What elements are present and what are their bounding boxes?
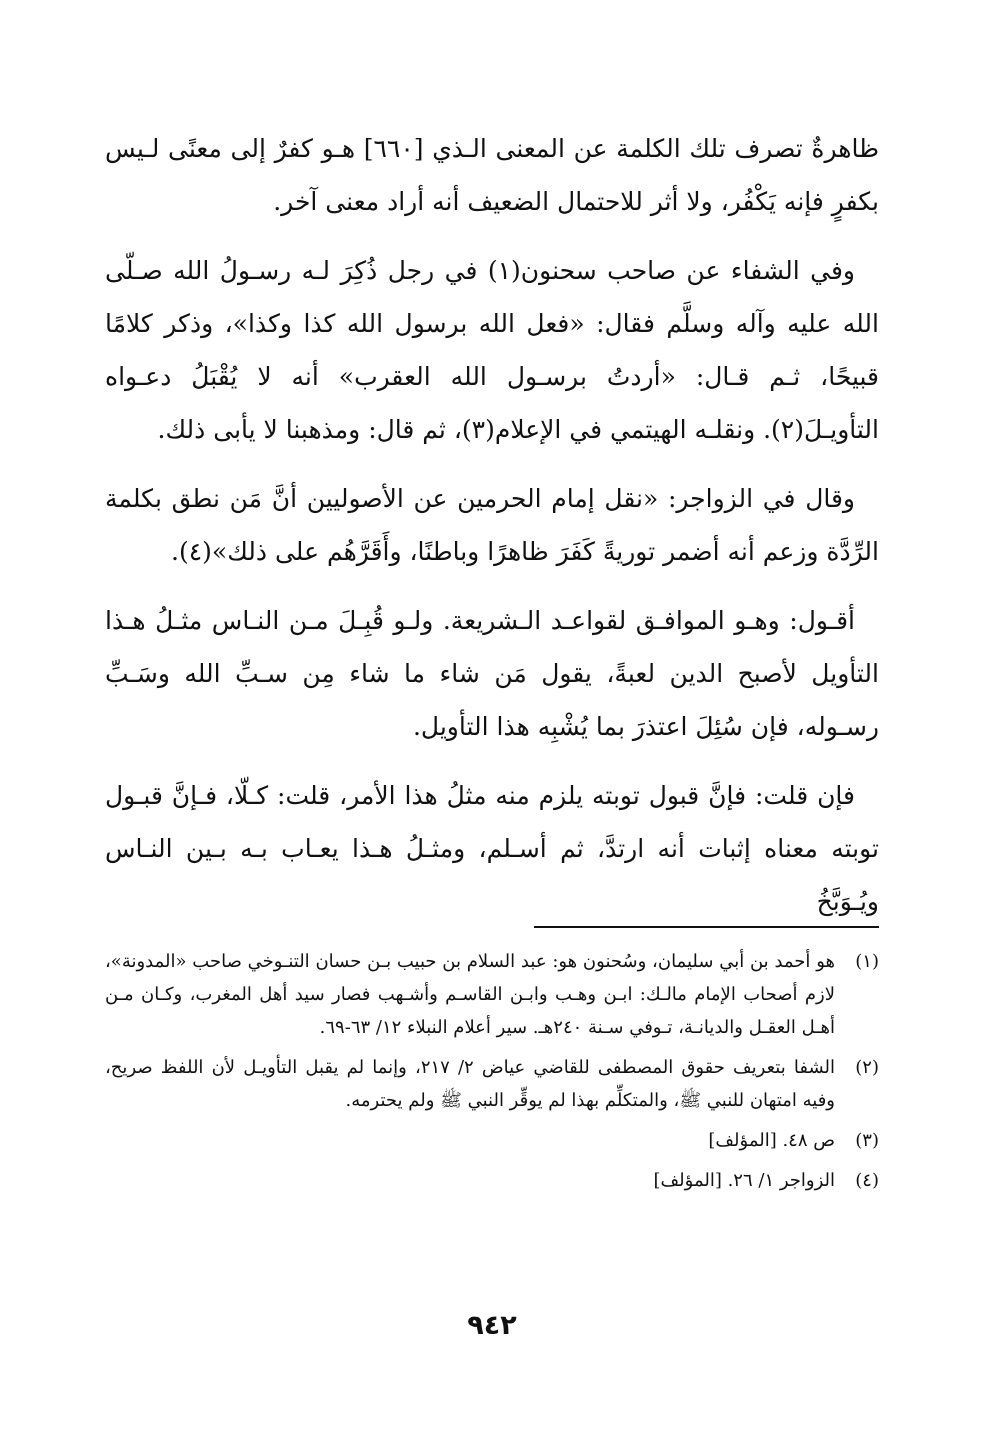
footnote-item bbox=[105, 1051, 879, 1117]
paragraph-continuation: ظاهرةٌ تصرف تلك الكلمة عن المعنى الـذي [٦٦٠] هـو كفرٌ إلى معنًى لـيس بكفرٍ فإنه يَكْفُر، ولا أثر للاحتمال الضعيف أنه أراد معنى آخر. bbox=[105, 134, 880, 216]
footnote-text: الزواجر ١/ ٢٦. [المؤلف] bbox=[653, 1170, 835, 1191]
footnote-number: (٢) bbox=[855, 1057, 879, 1078]
footnote-item bbox=[105, 945, 879, 1044]
footnote-item bbox=[105, 1124, 879, 1157]
footnote-text: الشفا بتعريف حقوق المصطفى للقاضي عياض ٢/ ٢١٧، وإنما لم يقبل التأويـل لأن اللفظ صريح، وفيه امتهان للنبي ﷺ، والمتكلِّم بهذا لم يوقِّر النبي ﷺ ولم يحترمه. bbox=[105, 1057, 835, 1111]
footnote-item bbox=[105, 1164, 879, 1197]
footnote-text: هو أحمد بن أبي سليمان، وسُحنون هو: عبد السلام بن حبيب بـن حسان التنـوخي صاحب «المدونة»، لازم أصحاب الإمام مالـك: ابـن وهـب وابـن القاسـم وأشـهب فصار سيد أهل المغرب، وكـان مـن أهـل العقـل والديانـة، تـوفي سـنة ٢٤٠هـ. سير أعلام النبلاء ١٢/ ٦٣-٦٩. bbox=[105, 951, 835, 1038]
paragraph-author-opinion: أقـول: وهـو الموافـق لقواعـد الـشريعة. ولـو قُبِـلَ مـن النـاس مثـلُ هـذا التأويل لأصبح الدين لعبةً، يقول مَن شاء ما شاء مِن سـبِّ الله وسَـبِّ رسـوله، فإن سُئِلَ اعتذرَ بما يُشْبِه هذا التأويل. bbox=[105, 606, 879, 741]
footnote-number: (١) bbox=[855, 951, 879, 972]
footnote-separator bbox=[534, 926, 879, 928]
paragraph-zawajir-quote: وقال في الزواجر: «نقل إمام الحرمين عن الأصوليين أنَّ مَن نطق بكلمة الرِّدَّة وزعم أنه أضمر توريةً كَفَرَ ظاهرًا وباطنًا، وأَقَرَّهُم على ذلك»(٤). bbox=[105, 484, 879, 566]
footnote-number: (٣) bbox=[855, 1130, 879, 1151]
footnote-text: ص ٤٨. [المؤلف] bbox=[708, 1130, 835, 1151]
paragraph-objection: فإن قلت: فإنَّ قبول توبته يلزم منه مثلُ هذا الأمر، قلت: كـلّا، فـإنَّ قبـول توبته معناه إثبات أنه ارتدَّ، ثم أسـلم، ومثـلُ هـذا يعـاب بـه بـين النـاس ويُـوَبَّخُ bbox=[105, 781, 879, 916]
footnotes-section bbox=[105, 945, 879, 1204]
main-text-body bbox=[105, 122, 879, 944]
footnote-number: (٤) bbox=[855, 1170, 879, 1191]
page-number: ٩٤٢ bbox=[467, 1310, 517, 1341]
paragraph-shifa-quote: وفي الشفاء عن صاحب سحنون(١) في رجل ذُكِرَ لـه رسـولُ الله صـلّى الله عليه وآله وسلَّم فقال: «فعل الله برسول الله كذا وكذا»، وذكر كلامًا قبيحًا، ثـم قـال: «أردتُ برسـول الله العقرب» أنه لا يُقْبَلُ دعـواه التأويـلَ(٢). ونقلـه الهيتمي في الإعلام(٣)، ثم قال: ومذهبنا لا يأبى ذلك. bbox=[105, 256, 879, 444]
